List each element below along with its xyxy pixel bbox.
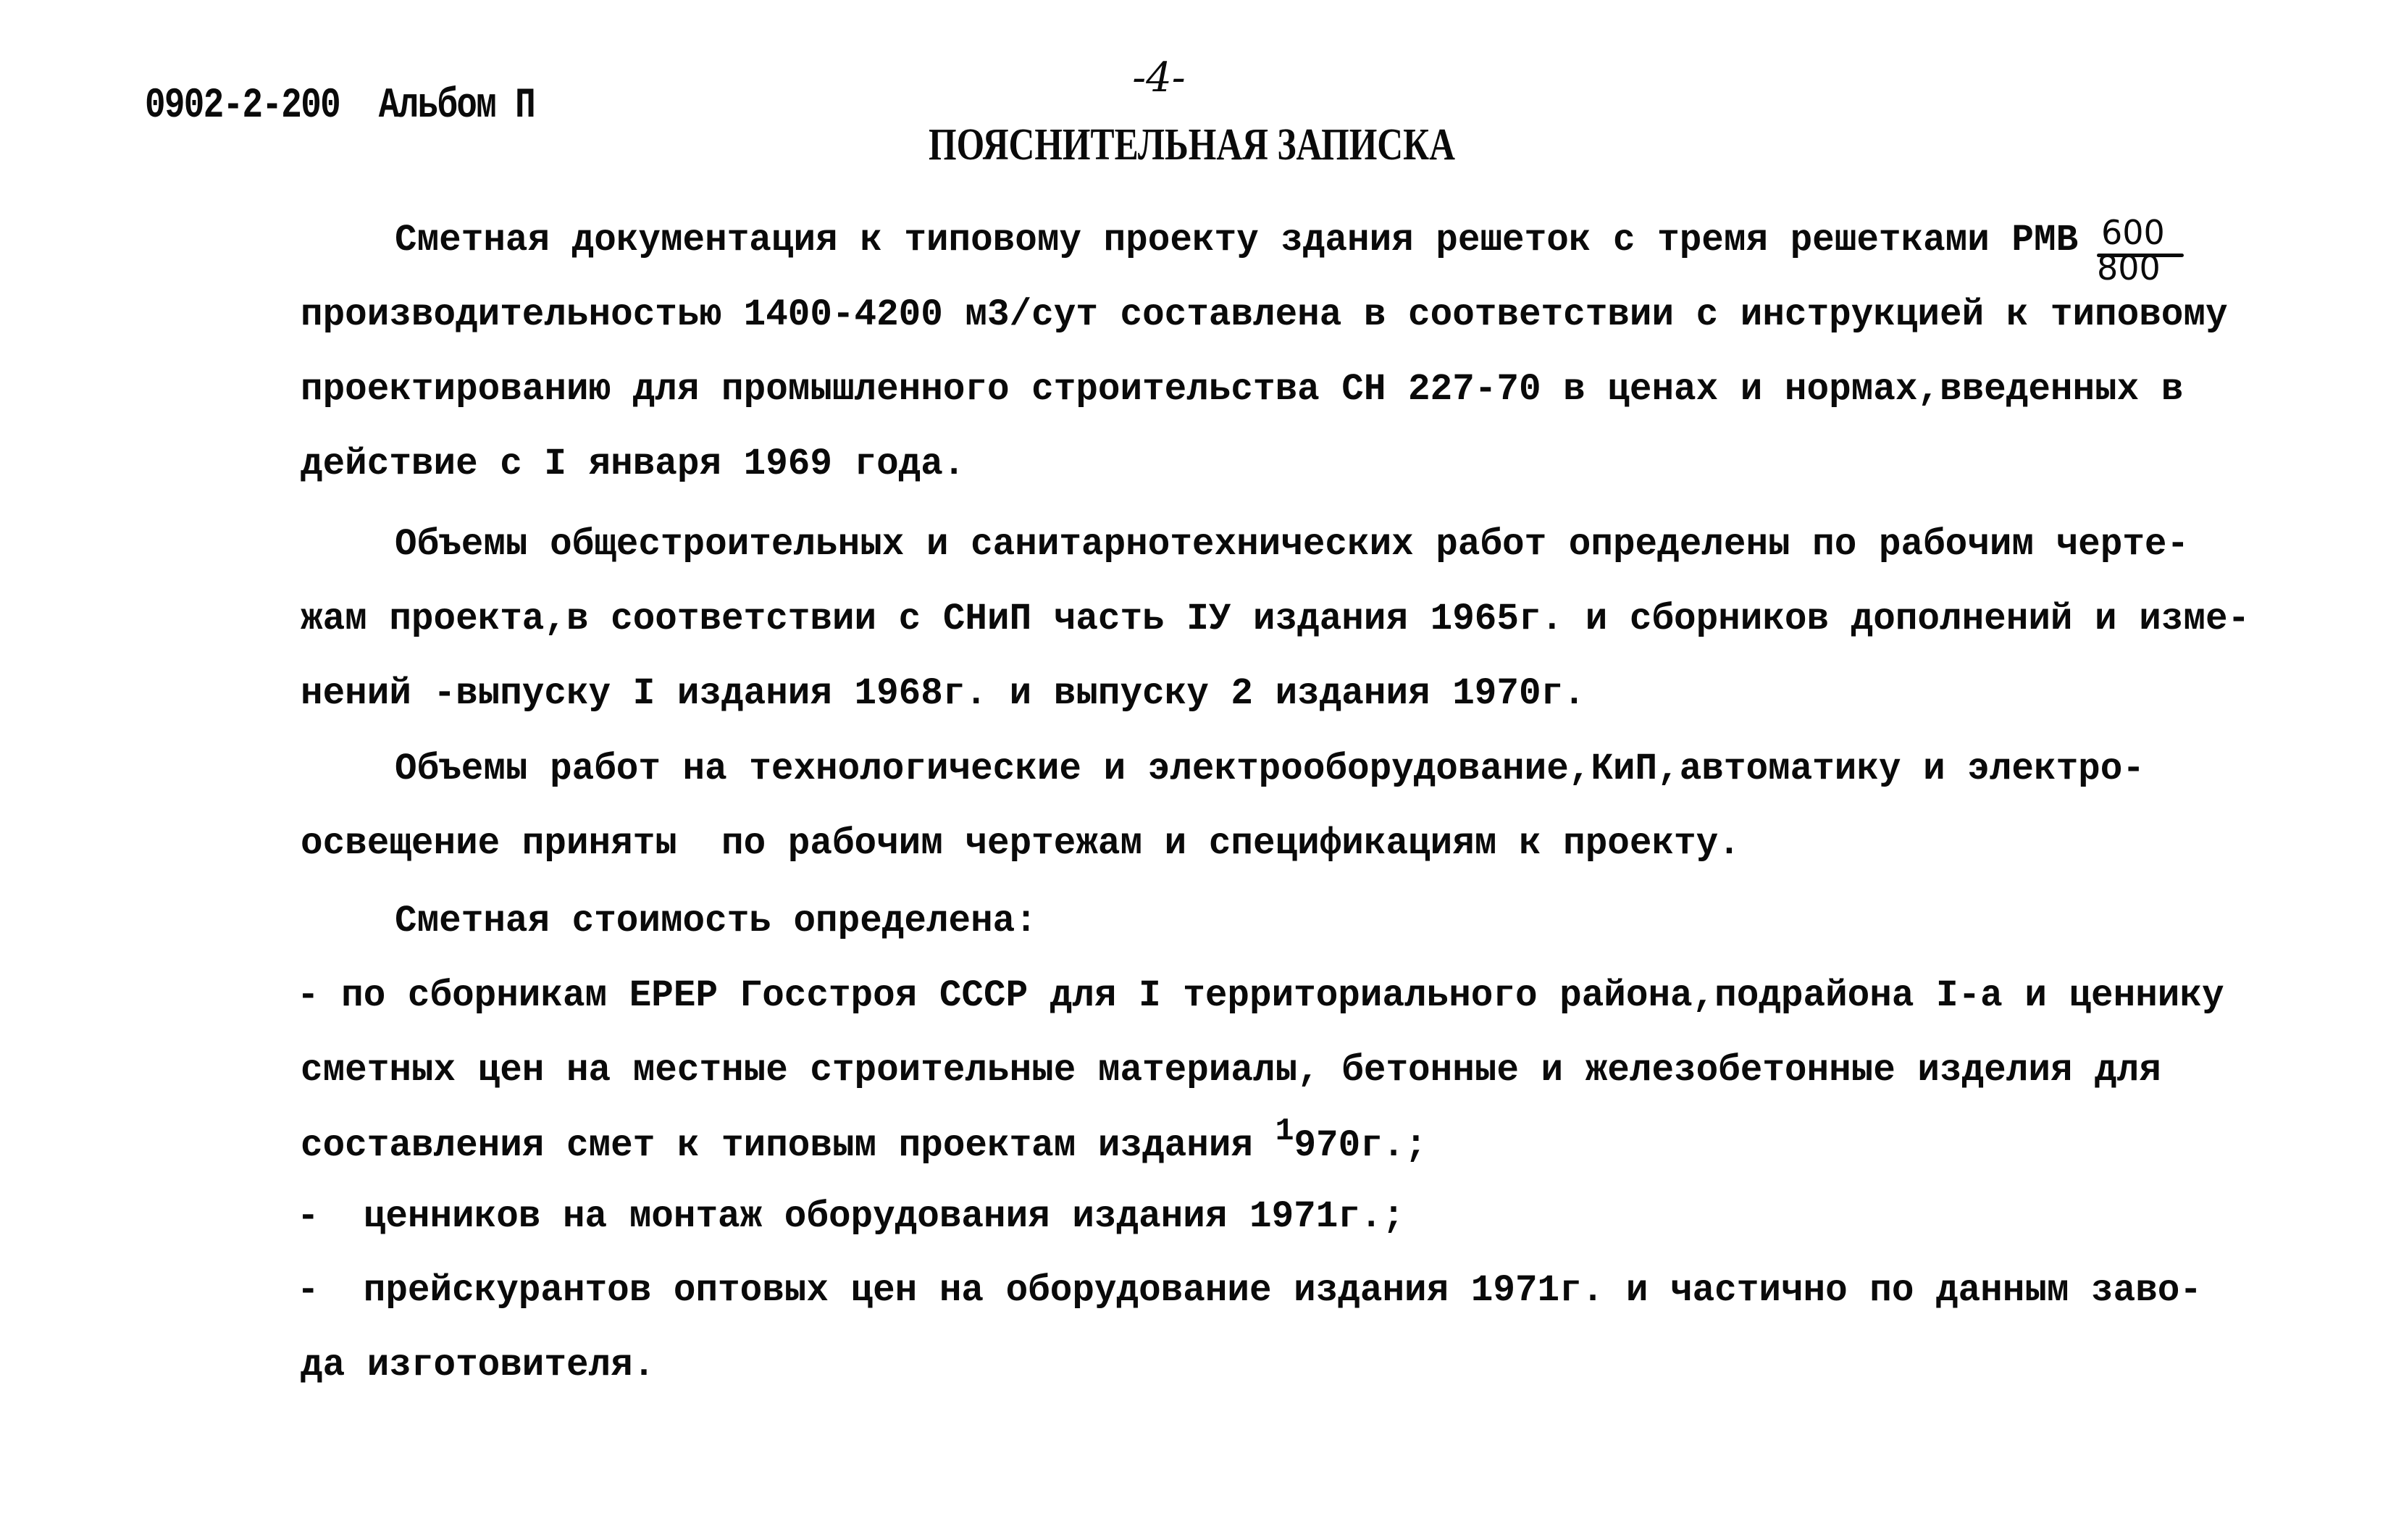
paragraph-3-line-1: Объемы работ на технологические и электрооборудование,КиП,автоматику и электро- <box>395 748 2145 790</box>
paragraph-2-line-3: нений -выпуску I издания 1968г. и выпуску 2 издания 1970г. <box>301 672 1586 715</box>
fraction-numerator: 600 <box>2101 213 2165 252</box>
paragraph-1-line-2: производительностью 1400-4200 м3/сут составлена в соответствии с инструкцией к типовому <box>301 293 2228 336</box>
paragraph-1-line-4: действие с I января 1969 года. <box>301 443 965 485</box>
paragraph-2-line-1: Объемы общестроительных и санитарнотехнических работ определены по рабочим черте- <box>395 523 2190 566</box>
list-item-1-line-3-text: составления смет к типовым проектам издания <box>301 1124 1276 1167</box>
year-raised-digit: 1 <box>1275 1113 1294 1150</box>
cost-heading: Сметная стоимость определена: <box>395 900 1037 942</box>
fraction-denominator: 800 <box>2097 248 2161 288</box>
list-item-1-line-1: - по сборникам ЕРЕР Госстроя СССР для I территориального района,подрайона I-а и ценнику <box>297 974 2224 1017</box>
paragraph-2-line-2: жам проекта,в соответствии с СНиП часть IУ издания 1965г. и сборников дополнений и изме- <box>301 598 2250 640</box>
list-item-1-line-2: сметных цен на местные строительные материалы, бетонные и железобетонные изделия для <box>301 1049 2161 1092</box>
document-code: 0902-2-200 Альбом П <box>145 83 535 130</box>
paragraph-1-line-1: Сметная документация к типовому проекту здания решеток с тремя решетками РМВ <box>395 219 2079 261</box>
list-item-2-line-1: - ценников на монтаж оборудования издания 1971г.; <box>297 1195 1405 1238</box>
paragraph-1-line-3: проектированию для промышленного строительства СН 227-70 в ценах и нормах,введенных в <box>301 368 2184 411</box>
list-item-3-line-2: да изготовителя. <box>301 1344 655 1386</box>
document-title: ПОЯСНИТЕЛЬНАЯ ЗАПИСКА <box>929 120 1455 170</box>
list-item-3-line-1: - прейскурантов оптовых цен на оборудование издания 1971г. и частично по данным заво- <box>297 1269 2202 1312</box>
list-item-1-line-3 <box>301 1113 1427 1169</box>
paragraph-3-line-2: освещение приняты по рабочим чертежам и спецификациям к проекту. <box>301 822 1741 865</box>
grate-size-fraction <box>2097 213 2191 288</box>
page-number: -4- <box>1132 54 1186 101</box>
year-rest: 970г.; <box>1294 1124 1427 1167</box>
